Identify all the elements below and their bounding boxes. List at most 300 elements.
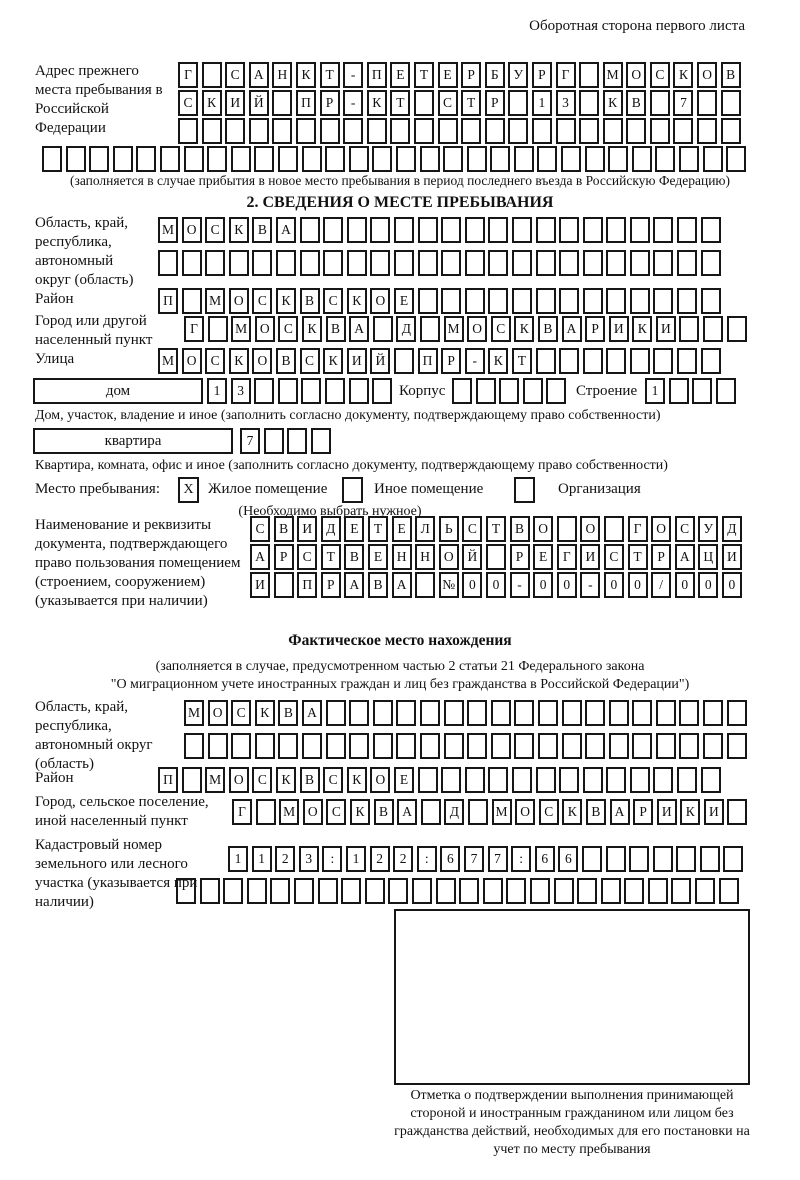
char-cell — [42, 146, 62, 172]
char-cell — [677, 348, 697, 374]
char-cell: С — [650, 62, 670, 88]
char-cell — [476, 378, 496, 404]
char-cell — [677, 250, 697, 276]
char-cell — [347, 250, 367, 276]
char-cell — [727, 700, 747, 726]
char-cell — [561, 146, 581, 172]
char-cell — [254, 146, 274, 172]
char-cell — [301, 378, 321, 404]
char-cell: О — [370, 767, 390, 793]
district-label: Район — [35, 291, 74, 307]
section2-title: 2. СВЕДЕНИЯ О МЕСТЕ ПРЕБЫВАНИЯ — [246, 194, 554, 211]
char-cell — [467, 146, 487, 172]
actual-region-row-1 — [184, 700, 750, 726]
char-cell — [302, 146, 322, 172]
char-cell: Й — [370, 348, 390, 374]
char-cell — [606, 846, 626, 872]
char-cell: С — [300, 348, 320, 374]
char-cell — [700, 846, 720, 872]
char-cell: К — [323, 348, 343, 374]
char-cell: О — [467, 316, 487, 342]
char-cell: 0 — [486, 572, 506, 598]
char-cell — [726, 146, 746, 172]
char-cell — [557, 516, 577, 542]
char-cell — [655, 146, 675, 172]
char-cell: М — [279, 799, 299, 825]
char-cell: Р — [320, 90, 340, 116]
char-cell — [229, 250, 249, 276]
char-cell — [414, 118, 434, 144]
char-cell: Й — [462, 544, 482, 570]
char-cell: К — [229, 348, 249, 374]
char-cell: О — [182, 348, 202, 374]
char-cell: В — [721, 62, 741, 88]
char-cell — [372, 146, 392, 172]
char-cell: 2 — [393, 846, 413, 872]
char-cell: А — [276, 217, 296, 243]
char-cell: Р — [274, 544, 294, 570]
char-cell — [394, 348, 414, 374]
char-cell — [697, 118, 717, 144]
prev-address-row-1 — [178, 62, 744, 88]
char-cell — [390, 118, 410, 144]
char-cell: С — [225, 62, 245, 88]
char-cell — [562, 733, 582, 759]
char-cell — [200, 878, 220, 904]
char-cell: - — [343, 90, 363, 116]
char-cell — [488, 767, 508, 793]
char-cell — [486, 544, 506, 570]
char-cell — [208, 733, 228, 759]
prev-address-label: Адрес прежнего места пребывания в Российской Федерации — [35, 63, 163, 136]
char-cell — [679, 146, 699, 172]
char-cell: : — [322, 846, 342, 872]
char-cell: С — [252, 288, 272, 314]
char-cell — [523, 378, 543, 404]
char-cell: 1 — [645, 378, 665, 404]
char-cell: О — [626, 62, 646, 88]
char-cell — [223, 878, 243, 904]
char-cell — [499, 378, 519, 404]
char-cell — [583, 217, 603, 243]
char-cell — [701, 217, 721, 243]
char-cell — [420, 316, 440, 342]
char-cell: 1 — [252, 846, 272, 872]
char-cell: Д — [321, 516, 341, 542]
char-cell: А — [397, 799, 417, 825]
char-cell — [459, 878, 479, 904]
char-cell — [184, 146, 204, 172]
char-cell — [703, 146, 723, 172]
char-cell — [320, 118, 340, 144]
char-cell — [256, 799, 276, 825]
char-cell: О — [182, 217, 202, 243]
char-cell: 0 — [675, 572, 695, 598]
prev-address-row-4 — [42, 146, 750, 172]
char-cell: И — [657, 799, 677, 825]
char-cell — [626, 118, 646, 144]
char-cell: В — [344, 544, 364, 570]
char-cell: К — [276, 767, 296, 793]
char-cell: 6 — [535, 846, 555, 872]
char-cell — [441, 217, 461, 243]
char-cell — [583, 288, 603, 314]
char-cell — [650, 90, 670, 116]
char-cell — [583, 250, 603, 276]
actual-region-label: Область, край, республика, автономный округ (область) — [35, 699, 153, 772]
char-cell: В — [276, 348, 296, 374]
char-cell — [585, 146, 605, 172]
char-cell: Д — [722, 516, 742, 542]
char-cell — [414, 90, 434, 116]
char-cell — [254, 378, 274, 404]
char-cell — [585, 733, 605, 759]
char-cell — [559, 217, 579, 243]
char-cell — [583, 348, 603, 374]
char-cell: Т — [512, 348, 532, 374]
char-cell: К — [514, 316, 534, 342]
char-cell: У — [508, 62, 528, 88]
char-cell — [461, 118, 481, 144]
char-cell — [508, 118, 528, 144]
char-cell — [719, 878, 739, 904]
char-cell: И — [656, 316, 676, 342]
char-cell: К — [276, 288, 296, 314]
char-cell: Р — [633, 799, 653, 825]
char-cell: Е — [392, 516, 412, 542]
char-cell — [468, 799, 488, 825]
house-box-label: дом — [33, 378, 203, 404]
char-cell: В — [586, 799, 606, 825]
char-cell — [488, 250, 508, 276]
char-cell — [653, 250, 673, 276]
char-cell: О — [255, 316, 275, 342]
char-cell — [365, 878, 385, 904]
char-cell: Т — [320, 62, 340, 88]
char-cell: Р — [585, 316, 605, 342]
char-cell: К — [347, 767, 367, 793]
char-cell — [650, 118, 670, 144]
char-cell: П — [158, 288, 178, 314]
char-cell: К — [367, 90, 387, 116]
char-cell — [341, 878, 361, 904]
char-cell — [609, 733, 629, 759]
stay-type-checkbox-inoe — [342, 477, 363, 503]
char-cell — [302, 733, 322, 759]
char-cell: М — [444, 316, 464, 342]
char-cell — [420, 700, 440, 726]
char-cell — [176, 878, 196, 904]
char-cell — [514, 733, 534, 759]
char-cell: О — [229, 288, 249, 314]
char-cell — [441, 767, 461, 793]
char-cell: К — [562, 799, 582, 825]
char-cell: Т — [628, 544, 648, 570]
char-cell: С — [323, 767, 343, 793]
char-cell: - — [465, 348, 485, 374]
char-cell — [630, 217, 650, 243]
char-cell: № — [439, 572, 459, 598]
char-cell — [272, 118, 292, 144]
actual-location-note-2: "О миграционном учете иностранных граждан и лиц без гражданства в Российской Федерации") — [110, 677, 690, 692]
char-cell — [536, 288, 556, 314]
char-cell — [653, 217, 673, 243]
char-cell — [326, 700, 346, 726]
char-cell — [441, 250, 461, 276]
char-cell: Е — [394, 767, 414, 793]
char-cell — [323, 250, 343, 276]
char-cell — [692, 378, 712, 404]
char-cell: А — [610, 799, 630, 825]
stroenie-label: Строение — [576, 383, 638, 399]
char-cell — [536, 250, 556, 276]
char-cell: К — [488, 348, 508, 374]
apartment-box-label: квартира — [33, 428, 233, 454]
char-cell — [394, 217, 414, 243]
city-row — [184, 316, 750, 342]
char-cell — [609, 700, 629, 726]
char-cell — [727, 316, 747, 342]
district-row — [158, 288, 724, 314]
char-cell — [579, 90, 599, 116]
char-cell — [656, 700, 676, 726]
char-cell — [311, 428, 331, 454]
actual-region-row-2 — [184, 733, 750, 759]
char-cell: 1 — [228, 846, 248, 872]
char-cell: / — [651, 572, 671, 598]
char-cell — [488, 217, 508, 243]
char-cell — [538, 700, 558, 726]
char-cell: С — [278, 316, 298, 342]
char-cell: С — [323, 288, 343, 314]
char-cell: 1 — [207, 378, 227, 404]
char-cell: В — [252, 217, 272, 243]
char-cell: Т — [368, 516, 388, 542]
cadastral-row-1 — [228, 846, 747, 872]
char-cell — [701, 288, 721, 314]
stay-type-label: Место пребывания: — [35, 481, 160, 497]
char-cell — [231, 146, 251, 172]
char-cell — [274, 572, 294, 598]
char-cell — [536, 767, 556, 793]
char-cell — [370, 217, 390, 243]
char-cell: К — [680, 799, 700, 825]
char-cell — [231, 733, 251, 759]
char-cell — [546, 378, 566, 404]
char-cell — [184, 733, 204, 759]
char-cell — [653, 348, 673, 374]
char-cell — [673, 118, 693, 144]
stamp-box — [394, 909, 750, 1085]
char-cell: О — [439, 544, 459, 570]
char-cell — [606, 348, 626, 374]
char-cell: 3 — [231, 378, 251, 404]
char-cell — [656, 733, 676, 759]
apartment-note: Квартира, комната, офис и иное (заполнить согласно документу, подтверждающему право собственности) — [35, 458, 668, 473]
region-label: Область, край, республика, автономный округ (область) — [35, 215, 134, 288]
char-cell — [347, 217, 367, 243]
char-cell — [373, 700, 393, 726]
char-cell: М — [158, 217, 178, 243]
char-cell: К — [302, 316, 322, 342]
stay-type-checkbox-org — [514, 477, 535, 503]
char-cell — [160, 146, 180, 172]
char-cell: Ь — [439, 516, 459, 542]
char-cell — [579, 118, 599, 144]
street-row — [158, 348, 724, 374]
char-cell: : — [417, 846, 437, 872]
char-cell: Г — [178, 62, 198, 88]
char-cell: 0 — [722, 572, 742, 598]
char-cell — [349, 700, 369, 726]
char-cell: Е — [390, 62, 410, 88]
char-cell: Н — [392, 544, 412, 570]
char-cell — [205, 250, 225, 276]
char-cell — [326, 733, 346, 759]
char-cell — [270, 878, 290, 904]
char-cell: С — [297, 544, 317, 570]
char-cell: П — [418, 348, 438, 374]
char-cell — [373, 316, 393, 342]
char-cell: И — [297, 516, 317, 542]
region-row-1 — [158, 217, 724, 243]
char-cell — [512, 288, 532, 314]
char-cell: Р — [510, 544, 530, 570]
char-cell: А — [250, 544, 270, 570]
char-cell — [441, 288, 461, 314]
char-cell — [323, 217, 343, 243]
char-cell — [697, 90, 717, 116]
char-cell — [630, 288, 650, 314]
char-cell: Р — [651, 544, 671, 570]
char-cell — [677, 767, 697, 793]
char-cell — [538, 733, 558, 759]
char-cell — [630, 250, 650, 276]
char-cell: М — [205, 767, 225, 793]
char-cell: В — [374, 799, 394, 825]
char-cell — [208, 316, 228, 342]
actual-location-note-1: (заполняется в случае, предусмотренном частью 2 статьи 21 Федерального закона — [155, 659, 645, 674]
char-cell — [703, 316, 723, 342]
char-cell — [723, 846, 743, 872]
char-cell — [537, 146, 557, 172]
char-cell — [727, 799, 747, 825]
char-cell: Н — [272, 62, 292, 88]
char-cell: О — [533, 516, 553, 542]
char-cell — [653, 288, 673, 314]
char-cell: К — [255, 700, 275, 726]
house-cells — [207, 378, 396, 404]
char-cell — [512, 217, 532, 243]
char-cell: С — [205, 348, 225, 374]
cadastral-row-2 — [176, 878, 742, 904]
char-cell — [559, 288, 579, 314]
char-cell: С — [438, 90, 458, 116]
char-cell: О — [252, 348, 272, 374]
char-cell — [624, 878, 644, 904]
char-cell: 7 — [240, 428, 260, 454]
char-cell — [249, 118, 269, 144]
char-cell — [603, 118, 623, 144]
char-cell — [606, 217, 626, 243]
char-cell — [536, 348, 556, 374]
char-cell: А — [249, 62, 269, 88]
char-cell — [465, 767, 485, 793]
char-cell: 3 — [299, 846, 319, 872]
char-cell — [182, 767, 202, 793]
char-cell — [252, 250, 272, 276]
char-cell — [420, 146, 440, 172]
char-cell — [278, 733, 298, 759]
char-cell: 7 — [464, 846, 484, 872]
char-cell — [490, 146, 510, 172]
apartment-cells — [240, 428, 334, 454]
char-cell — [276, 250, 296, 276]
char-cell — [412, 878, 432, 904]
char-cell: С — [178, 90, 198, 116]
doc-row-2 — [250, 544, 745, 570]
char-cell — [264, 428, 284, 454]
char-cell — [630, 348, 650, 374]
char-cell: А — [349, 316, 369, 342]
char-cell — [207, 146, 227, 172]
char-cell: 0 — [557, 572, 577, 598]
char-cell: К — [603, 90, 623, 116]
stay-type-note: (Необходимо выбрать нужное) — [238, 504, 422, 519]
char-cell: И — [347, 348, 367, 374]
char-cell — [491, 733, 511, 759]
char-cell: С — [326, 799, 346, 825]
char-cell — [703, 733, 723, 759]
char-cell: И — [609, 316, 629, 342]
char-cell — [485, 118, 505, 144]
char-cell — [452, 378, 472, 404]
char-cell: Т — [461, 90, 481, 116]
char-cell — [483, 878, 503, 904]
char-cell: С — [231, 700, 251, 726]
char-cell — [608, 146, 628, 172]
char-cell — [247, 878, 267, 904]
char-cell: : — [511, 846, 531, 872]
char-cell — [370, 250, 390, 276]
char-cell: С — [250, 516, 270, 542]
char-cell: М — [231, 316, 251, 342]
char-cell — [272, 90, 292, 116]
char-cell: Е — [344, 516, 364, 542]
char-cell: М — [184, 700, 204, 726]
char-cell — [300, 250, 320, 276]
actual-city-row — [232, 799, 751, 825]
char-cell: Р — [441, 348, 461, 374]
char-cell — [467, 700, 487, 726]
char-cell: Г — [184, 316, 204, 342]
char-cell: Г — [628, 516, 648, 542]
char-cell — [415, 572, 435, 598]
char-cell — [562, 700, 582, 726]
char-cell: 7 — [488, 846, 508, 872]
char-cell — [225, 118, 245, 144]
char-cell: С — [491, 316, 511, 342]
char-cell: В — [538, 316, 558, 342]
korpus-label: Корпус — [399, 383, 446, 399]
char-cell — [278, 146, 298, 172]
char-cell — [421, 799, 441, 825]
char-cell: И — [722, 544, 742, 570]
char-cell — [583, 767, 603, 793]
char-cell: М — [492, 799, 512, 825]
char-cell: С — [539, 799, 559, 825]
char-cell — [158, 250, 178, 276]
